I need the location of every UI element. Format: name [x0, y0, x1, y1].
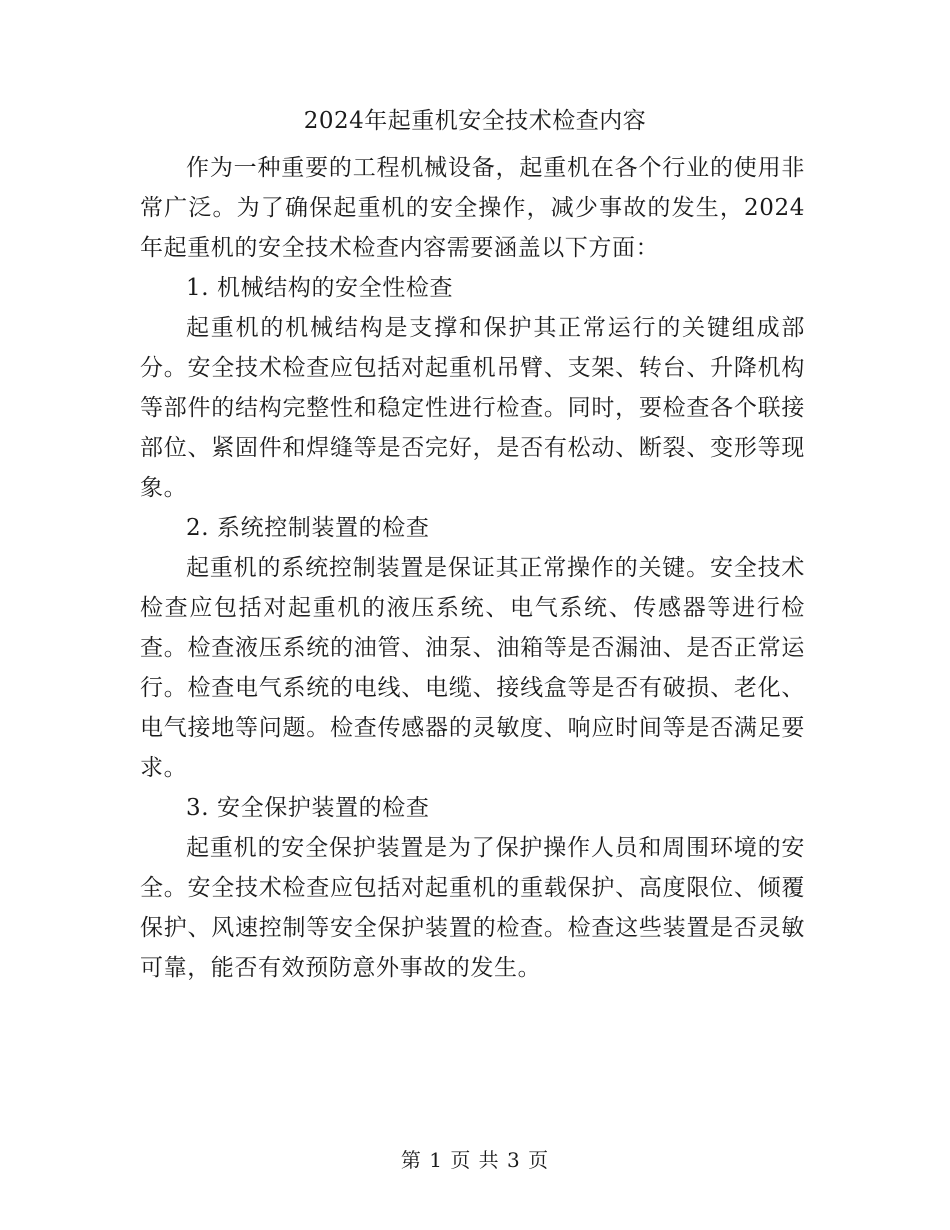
document-body [140, 148, 805, 988]
section-heading-safety-devices: 3. 安全保护装置的检查 [186, 795, 430, 821]
intro-paragraph: 作为一种重要的工程机械设备，起重机在各个行业的使用非常广泛。为了确保起重机的安全操作，减少事故的发生，2024年起重机的安全技术检查内容需要涵盖以下方面： [140, 155, 805, 261]
section-heading-control-system: 2. 系统控制装置的检查 [186, 515, 430, 541]
section-paragraph-control-system: 起重机的系统控制装置是保证其正常操作的关键。安全技术检查应包括对起重机的液压系统、电气系统、传感器等进行检查。检查液压系统的油管、油泵、油箱等是否漏油、是否正常运行。检查电气系统的电线、电缆、接线盒等是否有破损、老化、电气接地等问题。检查传感器的灵敏度、响应时间等是否满足要求。 [140, 555, 805, 781]
document-title: 2024年起重机安全技术检查内容 [303, 108, 647, 134]
section-paragraph-mechanical-structure: 起重机的机械结构是支撑和保护其正常运行的关键组成部分。安全技术检查应包括对起重机吊臂、支架、转台、升降机构等部件的结构完整性和稳定性进行检查。同时，要检查各个联接部位、紧固件和焊缝等是否完好，是否有松动、断裂、变形等现象。 [140, 315, 805, 501]
page-number-footer: 第 1 页 共 3 页 [400, 1148, 550, 1172]
section-paragraph-safety-devices: 起重机的安全保护装置是为了保护操作人员和周围环境的安全。安全技术检查应包括对起重机的重载保护、高度限位、倾覆保护、风速控制等安全保护装置的检查。检查这些装置是否灵敏可靠，能否有效预防意外事故的发生。 [140, 835, 805, 981]
section-heading-mechanical-structure: 1. 机械结构的安全性检查 [186, 275, 454, 301]
